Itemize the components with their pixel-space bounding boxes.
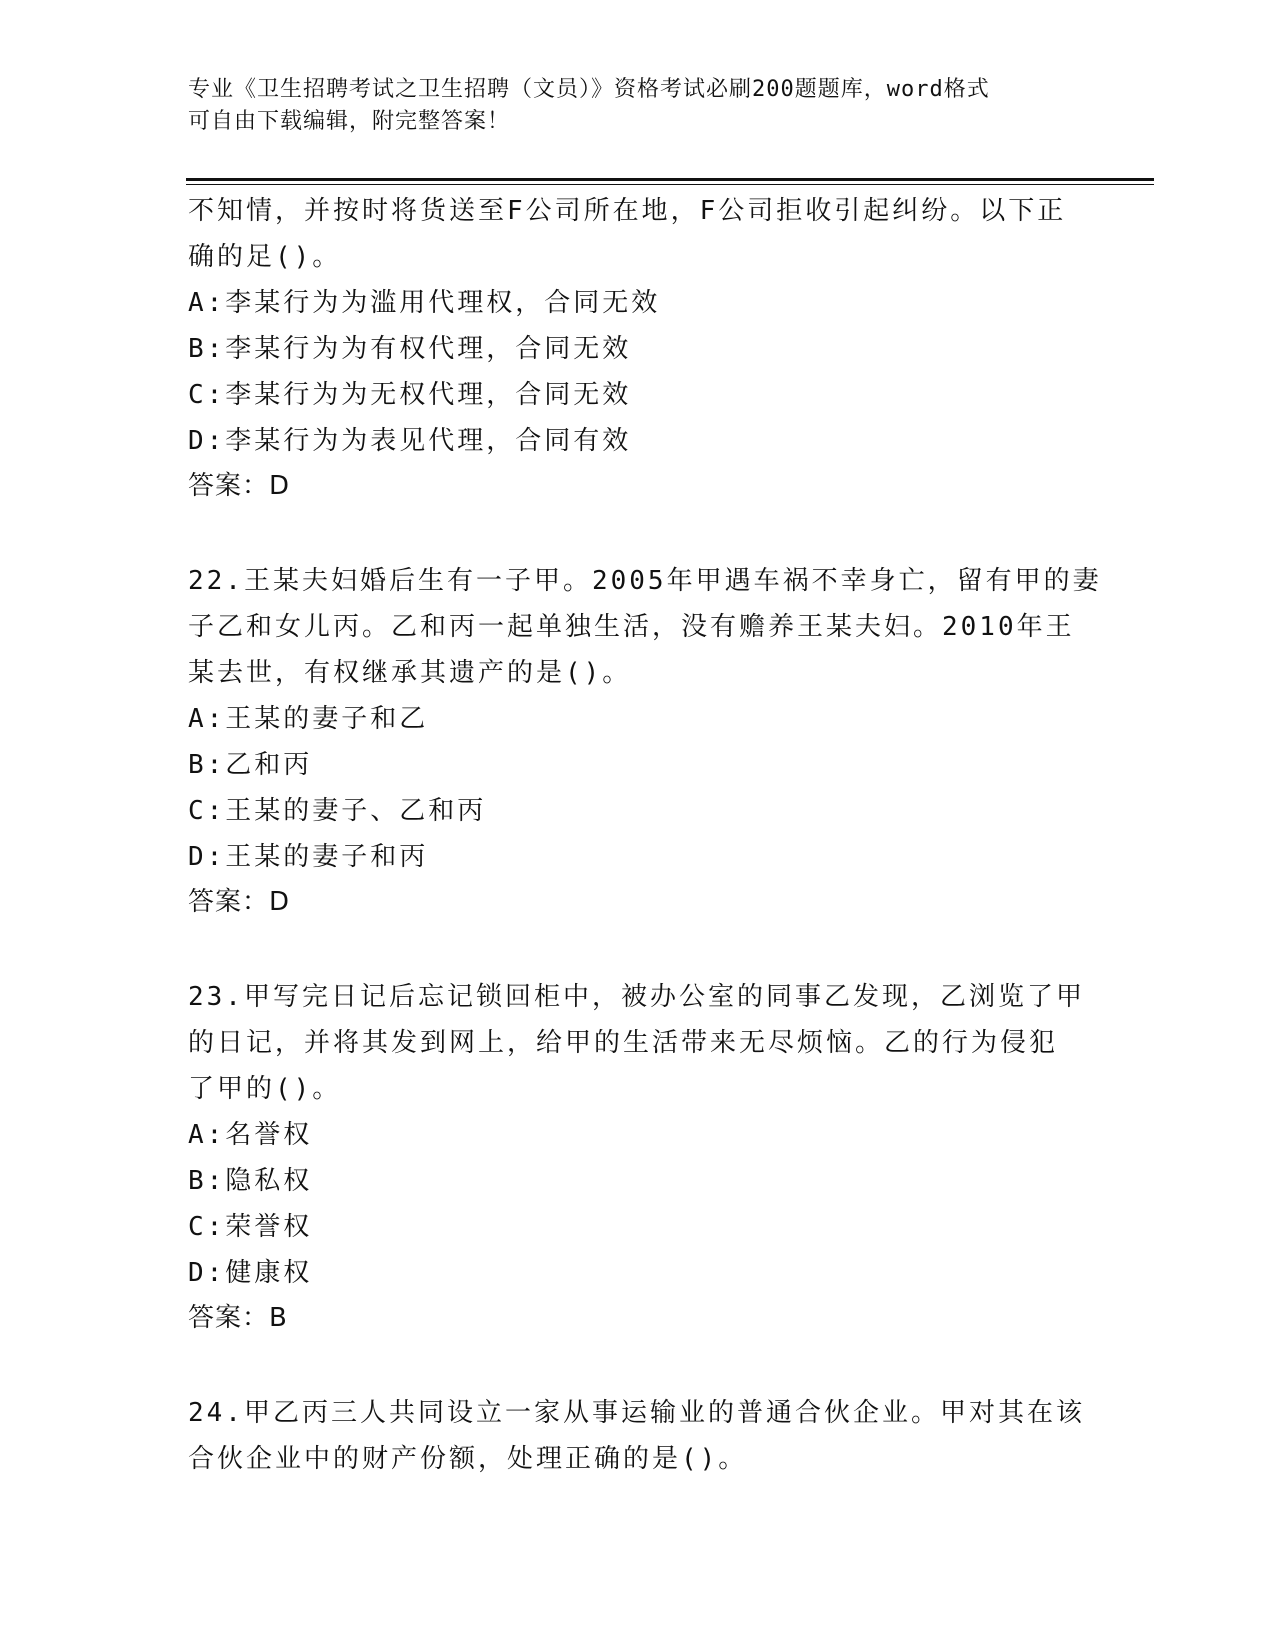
- question-stem-line: 了甲的()。: [188, 1074, 342, 1104]
- option-b: B:乙和丙: [188, 750, 313, 780]
- spacer: [188, 1340, 1088, 1390]
- header-title-line-1: 专业《卫生招聘考试之卫生招聘（文员）》资格考试必刷200题题库，word格式: [188, 77, 990, 102]
- option-d: D:健康权: [188, 1258, 313, 1288]
- question-stem-line: 合伙企业中的财产份额，处理正确的是()。: [188, 1444, 748, 1474]
- question-stem-line: 不知情，并按时将货送至F公司所在地，F公司拒收引起纠纷。以下正: [188, 196, 1067, 226]
- option-c: C:李某行为为无权代理，合同无效: [188, 380, 632, 410]
- header-divider-thick: [186, 178, 1154, 181]
- question-list: [188, 188, 1102, 1482]
- option-d: D:李某行为为表见代理，合同有效: [188, 426, 632, 456]
- question-stem-line: 某去世，有权继承其遗产的是()。: [188, 658, 632, 688]
- option-b: B:李某行为为有权代理，合同无效: [188, 334, 632, 364]
- document-header: [188, 74, 1088, 138]
- question-stem-line: 确的足()。: [188, 242, 342, 272]
- option-d: D:王某的妻子和丙: [188, 842, 429, 872]
- question-stem-line: 22.王某夫妇婚后生有一子甲。2005年甲遇车祸不幸身亡，留有甲的妻: [188, 566, 1102, 596]
- answer-line: 答案：D: [188, 471, 291, 501]
- answer-line: 答案：D: [188, 887, 291, 917]
- header-title-line-2: 可自由下载编辑，附完整答案！: [188, 109, 511, 134]
- answer-line: 答案：B: [188, 1303, 288, 1333]
- question-stem-line: 23.甲写完日记后忘记锁回柜中，被办公室的同事乙发现，乙浏览了甲: [188, 982, 1085, 1012]
- question-stem-line: 子乙和女儿丙。乙和丙一起单独生活，没有赡养王某夫妇。2010年王: [188, 612, 1075, 642]
- option-c: C:王某的妻子、乙和丙: [188, 796, 487, 826]
- option-a: A:王某的妻子和乙: [188, 704, 429, 734]
- question-stem-line: 24.甲乙丙三人共同设立一家从事运输业的普通合伙企业。甲对其在该: [188, 1398, 1085, 1428]
- question-24: [188, 1390, 1088, 1482]
- header-divider-thin: [186, 184, 1154, 185]
- question-stem-line: 的日记，并将其发到网上，给甲的生活带来无尽烦恼。乙的行为侵犯: [188, 1028, 1059, 1058]
- option-a: A:名誉权: [188, 1120, 313, 1150]
- question-23: [188, 974, 1088, 1340]
- question-22: [188, 558, 1102, 924]
- spacer: [188, 508, 1088, 558]
- option-b: B:隐私权: [188, 1166, 313, 1196]
- spacer: [188, 924, 1088, 974]
- option-a: A:李某行为为滥用代理权，合同无效: [188, 288, 661, 318]
- option-c: C:荣誉权: [188, 1212, 313, 1242]
- question-21-continuation: [188, 188, 1088, 508]
